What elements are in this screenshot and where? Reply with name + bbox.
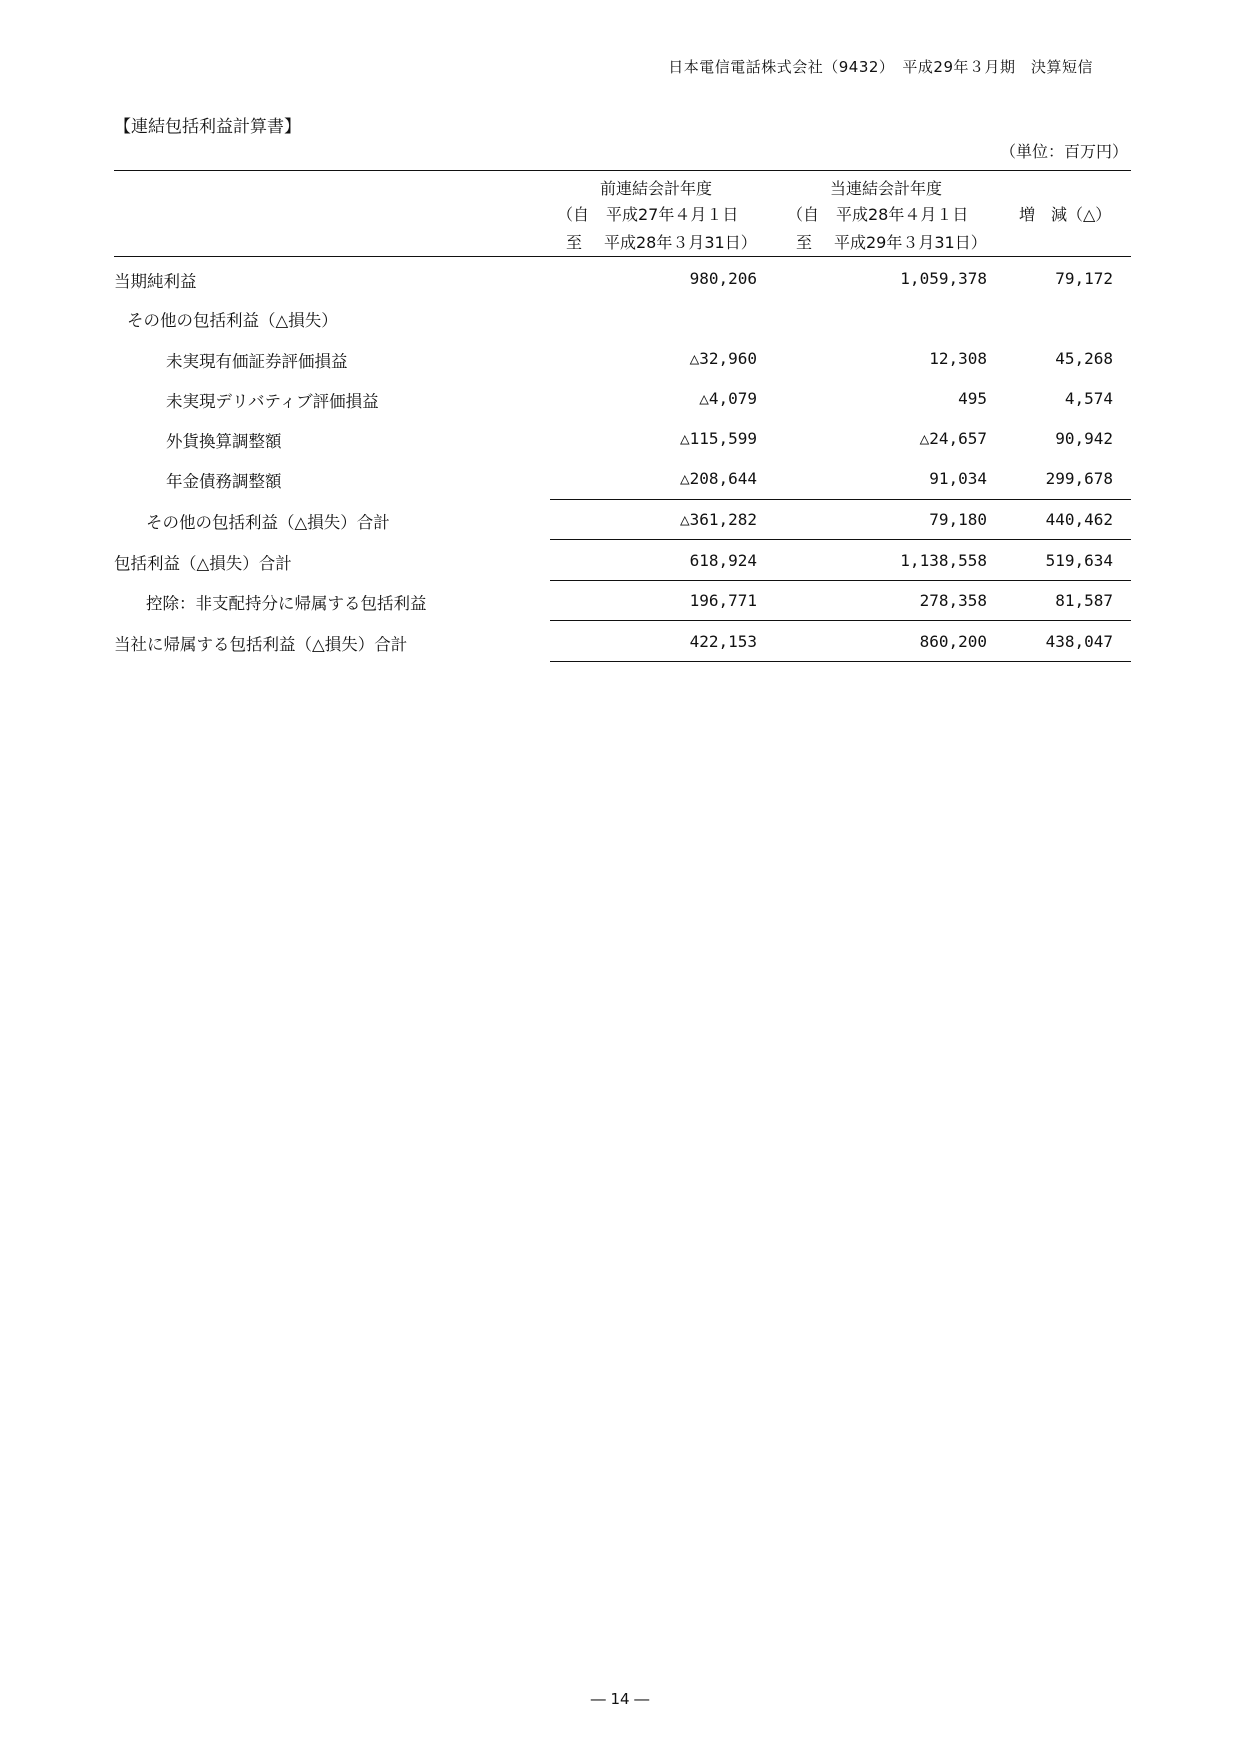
row-value-curr: 278,358: [919, 591, 987, 610]
prev-period-from-date: 平成27年４月１日: [606, 205, 739, 224]
row-value-prev: 196,771: [689, 591, 757, 610]
row-value-change: 45,268: [1055, 349, 1113, 368]
row-label-attributable-total: 当社に帰属する包括利益（△損失）合計: [114, 635, 408, 654]
row-value-change: 90,942: [1055, 429, 1113, 448]
row-value-prev: △4,079: [699, 389, 757, 408]
subtotal-rule: [550, 499, 1131, 500]
row-label-foreign-currency: 外貨換算調整額: [166, 432, 282, 451]
prev-period-to-date: 平成28年３月31日）: [604, 233, 757, 252]
row-value-curr: 91,034: [929, 469, 987, 488]
row-label-noncontrolling-deduction: 控除：非支配持分に帰属する包括利益: [146, 594, 427, 613]
change-column-title: 増 減（△）: [1019, 205, 1112, 224]
prev-period-from-prefix: （自: [557, 205, 590, 224]
row-value-prev: △208,644: [679, 469, 757, 488]
row-value-change: 519,634: [1045, 551, 1113, 570]
page-number: ― 14 ―: [590, 1690, 650, 1708]
row-value-curr: 495: [958, 389, 987, 408]
curr-period-title: 当連結会計年度: [830, 179, 943, 198]
unit-label: （単位：百万円）: [999, 142, 1128, 161]
curr-period-from-prefix: （自: [787, 205, 820, 224]
row-label-net-income: 当期純利益: [114, 272, 197, 291]
row-value-curr: 1,138,558: [900, 551, 987, 570]
row-value-curr: 860,200: [919, 632, 987, 651]
comprehensive-income-table: [114, 170, 1131, 670]
row-label-unrealized-derivatives: 未実現デリバティブ評価損益: [166, 392, 379, 411]
row-value-curr: 79,180: [929, 510, 987, 529]
row-label-pension: 年金債務調整額: [166, 472, 282, 491]
row-label-other-comprehensive: その他の包括利益（△損失）: [127, 311, 338, 330]
table-header-rule: [114, 256, 1131, 257]
row-label-comprehensive-total: 包括利益（△損失）合計: [114, 554, 292, 573]
row-value-curr: 1,059,378: [900, 269, 987, 288]
row-value-prev: △361,282: [679, 510, 757, 529]
subtotal-rule: [550, 539, 1131, 540]
row-value-prev: 422,153: [689, 632, 757, 651]
row-value-change: 79,172: [1055, 269, 1113, 288]
section-title: 【連結包括利益計算書】: [114, 117, 301, 137]
subtotal-rule: [550, 620, 1131, 621]
row-value-prev: 980,206: [689, 269, 757, 288]
table-top-rule: [114, 170, 1131, 171]
page-header: 日本電信電話株式会社（9432） 平成29年３月期 決算短信: [668, 58, 1093, 76]
table-bottom-rule: [550, 661, 1131, 662]
row-value-prev: △32,960: [689, 349, 757, 368]
prev-period-title: 前連結会計年度: [600, 179, 713, 198]
curr-period-to-date: 平成29年３月31日）: [834, 233, 987, 252]
prev-period-to-prefix: 至: [566, 233, 583, 252]
row-value-change: 438,047: [1045, 632, 1113, 651]
row-value-curr: △24,657: [919, 429, 987, 448]
row-label-other-comprehensive-total: その他の包括利益（△損失）合計: [146, 513, 390, 532]
row-value-change: 81,587: [1055, 591, 1113, 610]
row-value-prev: △115,599: [679, 429, 757, 448]
row-value-change: 299,678: [1045, 469, 1113, 488]
row-value-change: 440,462: [1045, 510, 1113, 529]
row-label-unrealized-securities: 未実現有価証券評価損益: [166, 352, 348, 371]
row-value-prev: 618,924: [689, 551, 757, 570]
row-value-curr: 12,308: [929, 349, 987, 368]
subtotal-rule: [550, 580, 1131, 581]
curr-period-to-prefix: 至: [796, 233, 813, 252]
row-value-change: 4,574: [1064, 389, 1113, 408]
curr-period-from-date: 平成28年４月１日: [836, 205, 969, 224]
